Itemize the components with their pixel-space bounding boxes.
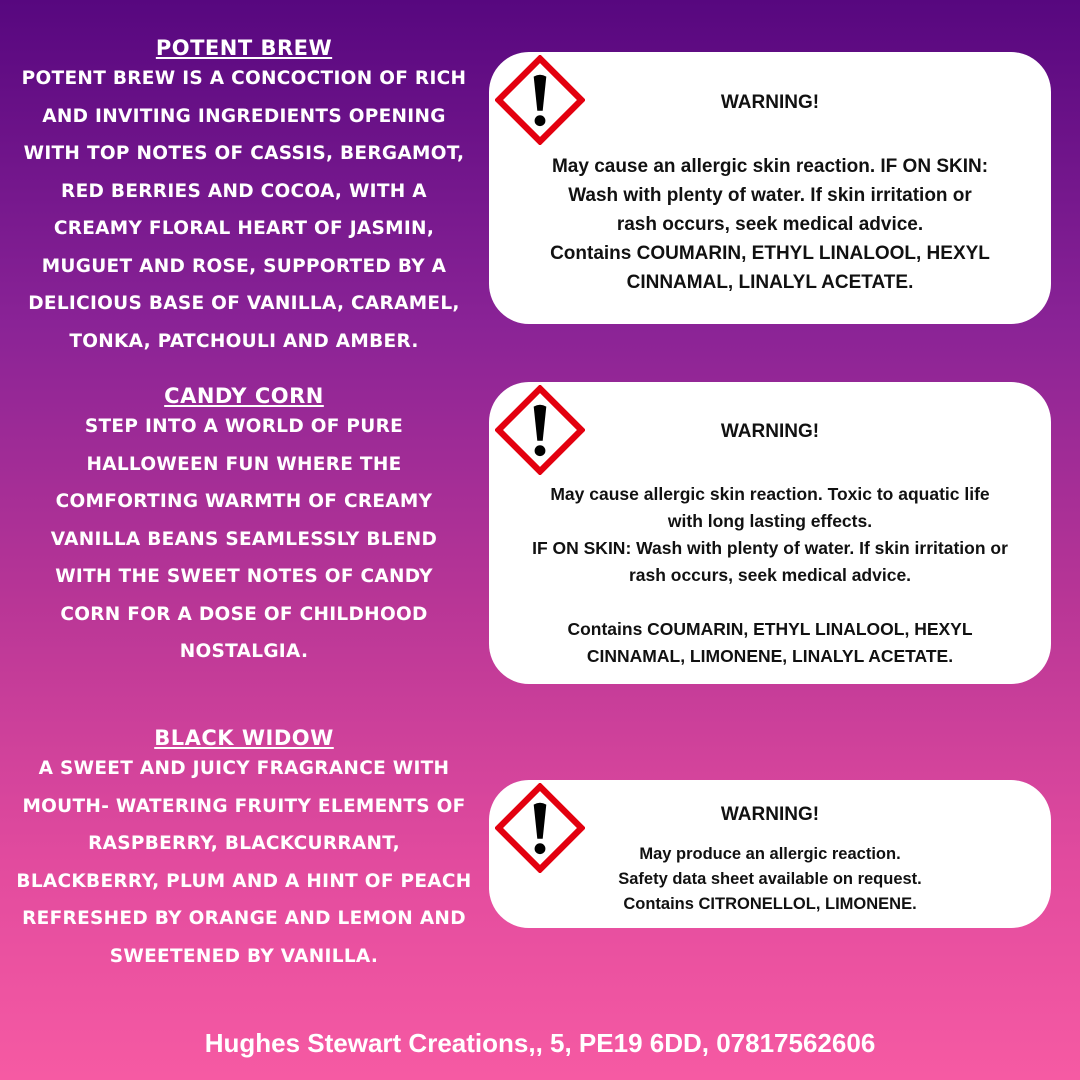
warning-text: May produce an allergic reaction. Safety data sheet available on request. Contains CITRONELLOL, LIMONENE. — [618, 845, 922, 913]
warning-card — [489, 52, 1051, 324]
product-title: POTENT BREW — [155, 36, 333, 60]
company-footer: Hughes Stewart Creations,, 5, PE19 6DD, 07817562606 — [204, 1028, 876, 1058]
warning-heading: WARNING! — [720, 92, 820, 113]
product-candy-corn — [14, 384, 474, 671]
product-black-widow — [14, 726, 474, 975]
product-title: BLACK WIDOW — [154, 726, 334, 750]
warning-heading: WARNING! — [720, 804, 820, 825]
product-description: POTENT BREW IS A CONCOCTION OF RICH AND INVITING INGREDIENTS OPENING WITH TOP NOTES OF CASSIS, BERGAMOT, RED BERRIES AND COCOA, WITH A CREAMY FLORAL HEART OF JASMIN, MUGUET AND ROSE, SUPPORTED BY A DELICIOUS BASE OF VANILLA, CARAMEL, TONKA, PATCHOULI AND AMBER. — [21, 68, 467, 352]
product-potent-brew — [14, 36, 474, 360]
warning-text: May cause an allergic skin reaction. IF ON SKIN: Wash with plenty of water. If skin irritation or rash occurs, seek medical advice. Contains COUMARIN, ETHYL LINALOOL, HEXYL CINNAMAL, LINALYL ACETATE. — [550, 156, 990, 293]
product-description: A SWEET AND JUICY FRAGRANCE WITH MOUTH- WATERING FRUITY ELEMENTS OF RASPBERRY, BLACKCURRANT, BLACKBERRY, PLUM AND A HINT OF PEACH REFRESHED BY ORANGE AND LEMON AND SWEETENED BY VANILLA. — [16, 758, 472, 967]
warning-card — [489, 780, 1051, 928]
product-title: CANDY CORN — [164, 384, 324, 408]
warning-heading: WARNING! — [720, 421, 820, 442]
product-description: STEP INTO A WORLD OF PURE HALLOWEEN FUN WHERE THE COMFORTING WARMTH OF CREAMY VANILLA BEANS SEAMLESSLY BLEND WITH THE SWEET NOTES OF CANDY CORN FOR A DOSE OF CHILDHOOD NOSTALGIA. — [50, 416, 438, 662]
warning-card — [489, 382, 1051, 684]
warning-text: May cause allergic skin reaction. Toxic to aquatic life with long lasting effects. IF ON SKIN: Wash with plenty of water. If skin irritation or rash occurs, seek medical advice. Contains COUMARIN, ETHYL LINALOOL, HEXYL CINNAMAL, LIMONENE, LINALYL ACETATE. — [532, 484, 1008, 666]
